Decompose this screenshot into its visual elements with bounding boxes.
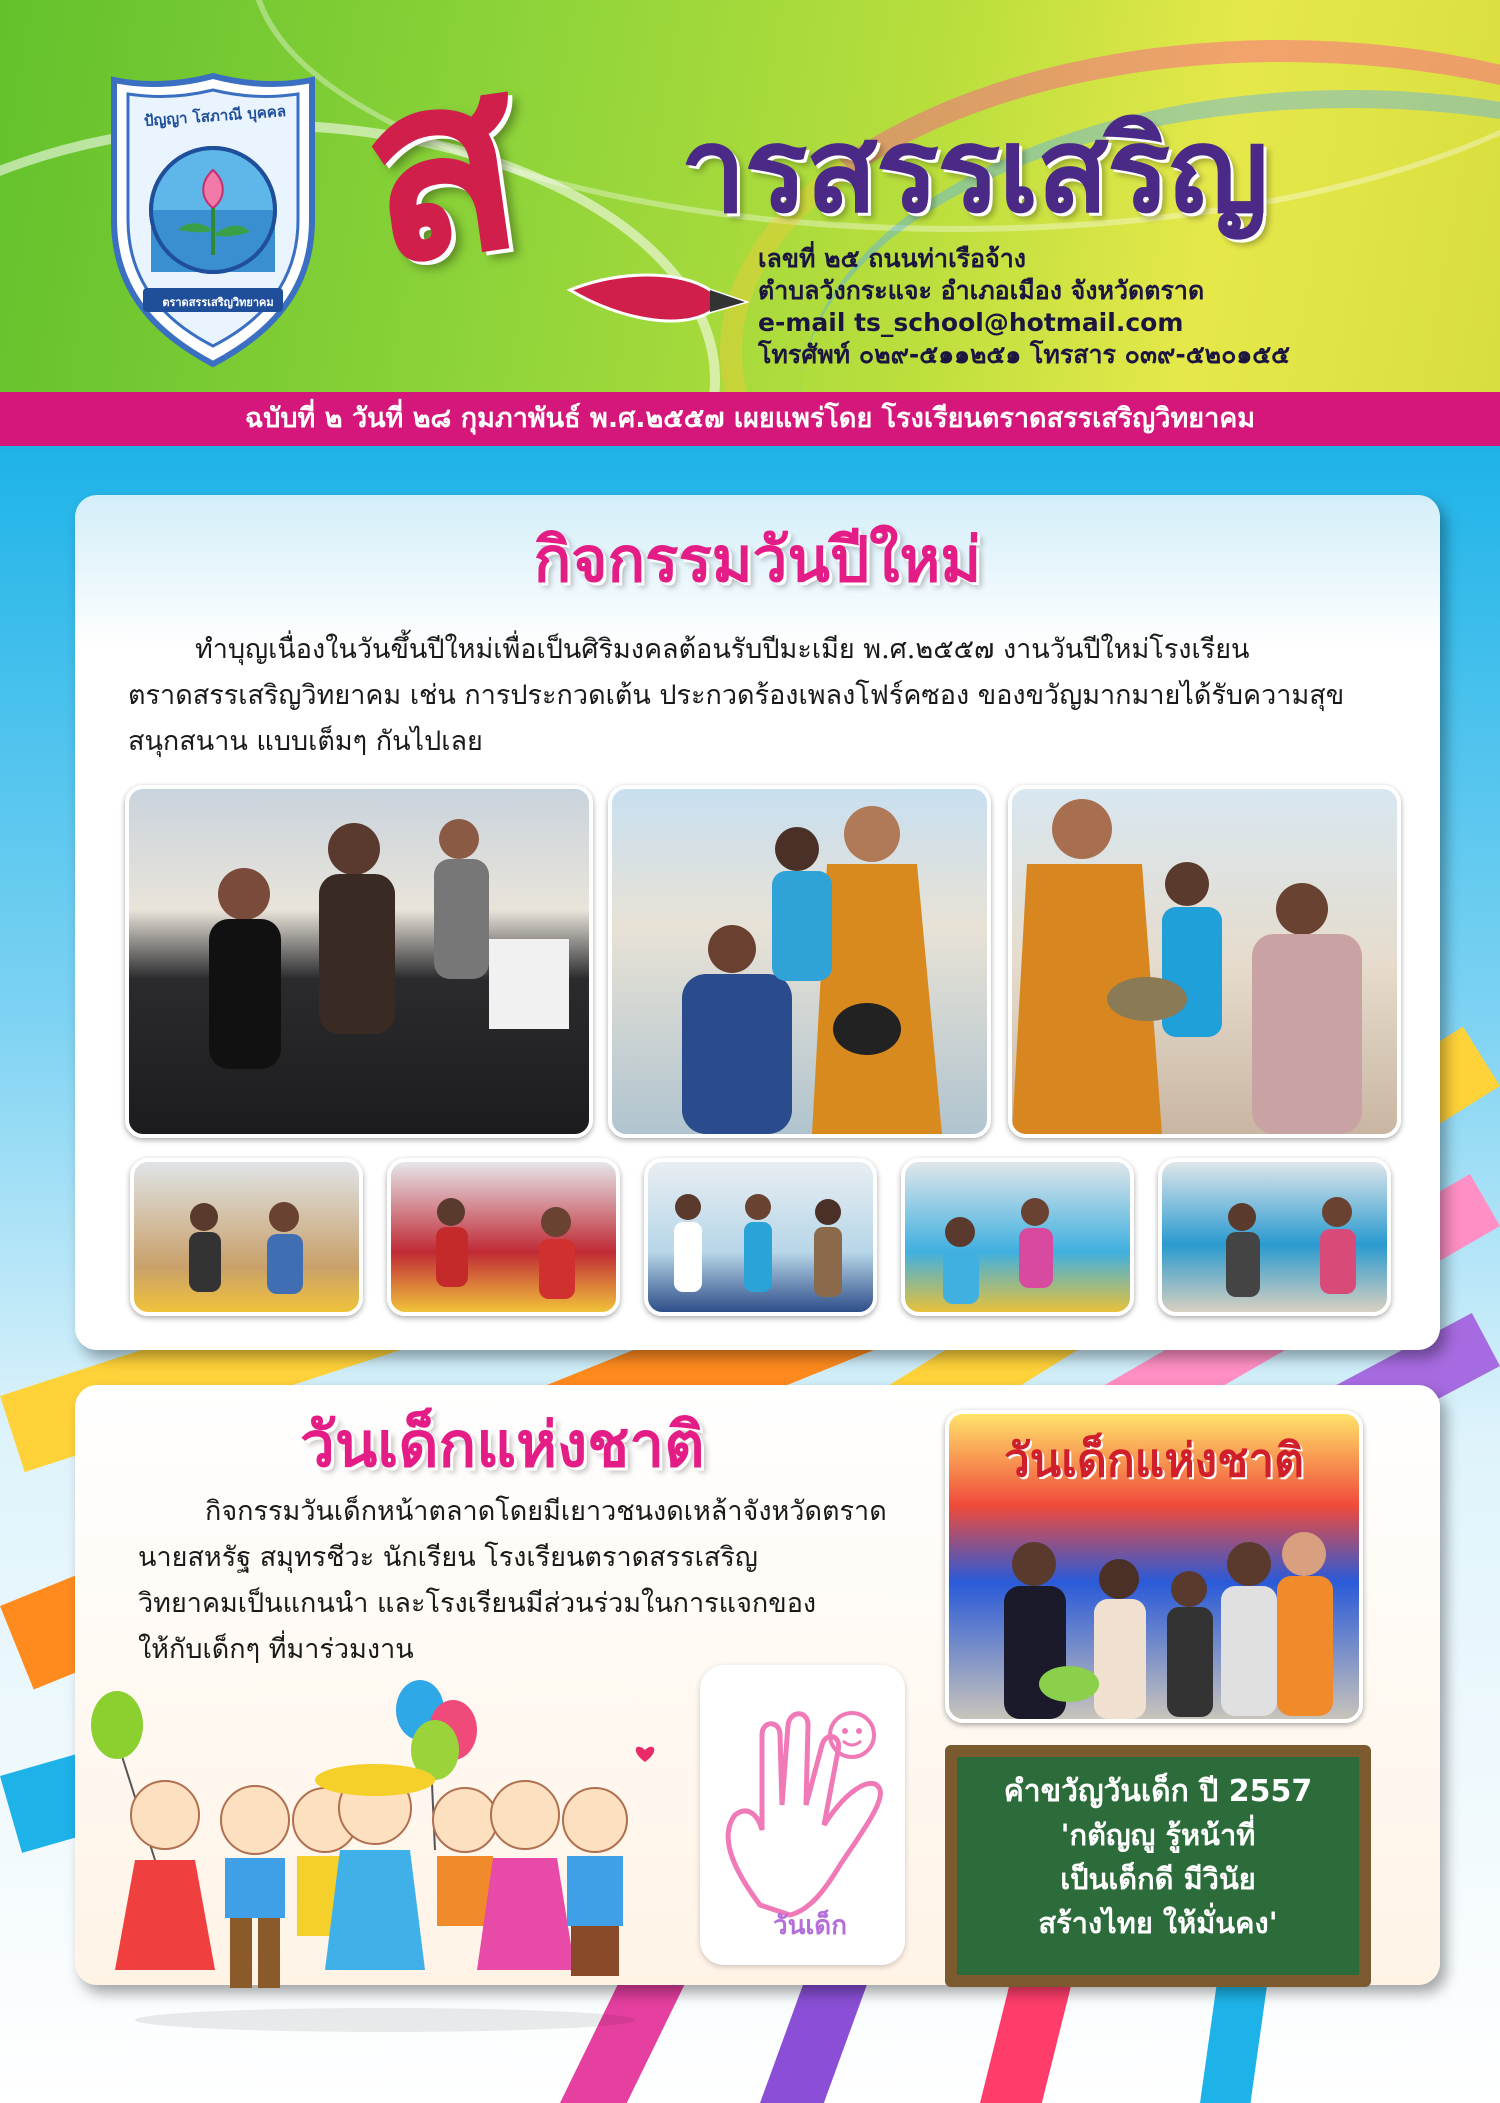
new-year-photo-small xyxy=(644,1158,877,1316)
logo-motto-text: ปัญญา โสภาณี บุคคล xyxy=(143,102,287,130)
cartoon-children-illustration xyxy=(85,1680,685,2040)
childrens-day-section-title: วันเด็กแห่งชาติ xyxy=(300,1408,705,1481)
new-year-photo-guests xyxy=(125,785,593,1138)
chalkboard-line: 'กตัญญู รู้หน้าที่ xyxy=(1060,1818,1256,1852)
chalkboard-line: คำขวัญวันเด็ก ปี 2557 xyxy=(1003,1774,1313,1809)
new-year-photo-monk xyxy=(1008,785,1401,1138)
logo-school-name: ตราดสรรเสริญวิทยาคม xyxy=(162,296,274,309)
event-photo-banner-text: วันเด็กแห่งชาติ xyxy=(1003,1433,1305,1487)
chalkboard-line: สร้างไทย ให้มั่นคง' xyxy=(1038,1906,1278,1940)
hand-logo-text: วันเด็ก xyxy=(773,1911,847,1941)
childrens-day-hand-logo-card xyxy=(700,1665,905,1965)
new-year-paragraph-line: ตราดสรรเสริญวิทยาคม เช่น การประกวดเต้น ประกวดร้องเพลงโฟร์คซอง ของขวัญมากมายได้รับความสุข xyxy=(128,680,1345,711)
address-line: ตำบลวังกระแจะ อำเภอเมือง จังหวัดตราด xyxy=(758,276,1205,305)
masthead-title: ารสรรเสริญ xyxy=(680,101,1267,239)
new-year-section-title: กิจกรรมวันปีใหม่ xyxy=(533,523,982,596)
childrens-day-paragraph-line: นายสหรัฐ สมุทรชีวะ นักเรียน โรงเรียนตราดสรรเสริญ xyxy=(138,1542,758,1573)
new-year-photo-small xyxy=(901,1158,1134,1316)
new-year-photo-small xyxy=(387,1158,620,1316)
phone-line: โทรศัพท์ ๐๒๙-๕๑๑๒๕๑ โทรสาร ๐๓๙-๕๒๐๑๕๕ xyxy=(758,340,1291,369)
childrens-day-event-photo xyxy=(945,1410,1363,1723)
masthead-title-initial: ส xyxy=(345,8,538,322)
email-line: e-mail ts_school@hotmail.com xyxy=(758,308,1184,337)
new-year-paragraph-line: สนุกสนาน แบบเต็มๆ กันไปเลย xyxy=(128,726,483,757)
childrens-day-paragraph-line: วิทยาคมเป็นแกนนำ และโรงเรียนมีส่วนร่วมในการแจกของ xyxy=(138,1588,817,1619)
masthead-header xyxy=(0,0,1500,392)
new-year-paragraph-line: ทำบุญเนื่องในวันขึ้นปีใหม่เพื่อเป็นศิริมงคลต้อนรับปีมะเมีย พ.ศ.๒๕๕๗ งานวันปีใหม่โรงเรียน xyxy=(195,634,1250,665)
issue-info-bar: ฉบับที่ ๒ วันที่ ๒๘ กุมภาพันธ์ พ.ศ.๒๕๕๗ เผยแพร่โดย โรงเรียนตราดสรรเสริญวิทยาคม xyxy=(0,392,1500,446)
childrens-day-paragraph-line: กิจกรรมวันเด็กหน้าตลาดโดยมีเยาวชนงดเหล้าจังหวัดตราด xyxy=(205,1496,887,1527)
new-year-photo-small xyxy=(130,1158,363,1316)
address-line: เลขที่ ๒๕ ถนนท่าเรือจ้าง xyxy=(758,244,1026,273)
new-year-photo-small xyxy=(1158,1158,1391,1316)
pen-nib-icon xyxy=(560,240,750,340)
chalkboard-line: เป็นเด็กดี มีวินัย xyxy=(1060,1862,1256,1896)
childrens-day-paragraph-line: ให้กับเด็กๆ ที่มาร่วมงาน xyxy=(138,1634,414,1665)
new-year-photo-almsgiving xyxy=(608,785,991,1138)
childrens-day-motto-chalkboard xyxy=(945,1745,1371,1987)
